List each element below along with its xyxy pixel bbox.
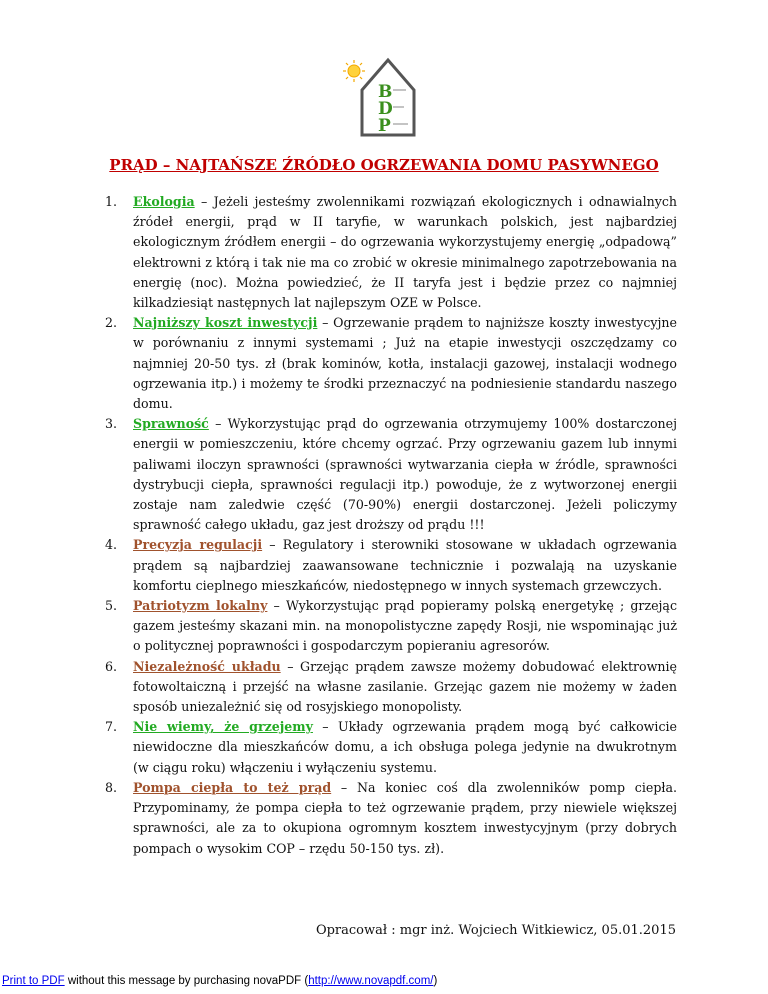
list-item (105, 192, 677, 313)
item-term: Nie wiemy, że grzejemy (133, 719, 313, 735)
item-text: – Na koniec coś dla zwolenników pomp ciepła. Przypominamy, że pompa ciepła to też ogrzewanie prądem, przy niewiele większej sprawności, ale za to okupiona ogromnym kosztem inwestycyjnym (przy dobrych pompach o wysokim COP – rzędu 50-150 tys. zł). (133, 779, 677, 856)
logo-letter-d: D (378, 99, 393, 119)
list-item (105, 414, 677, 535)
item-term: Precyzja regulacji (133, 537, 263, 553)
item-number: 3. (105, 416, 118, 432)
item-term: Niezależność układu (133, 658, 281, 674)
item-term: Sprawność (133, 416, 209, 432)
item-number: 7. (105, 719, 118, 735)
item-term: Patriotyzm lokalny (133, 598, 268, 614)
author-signature: Opracował : mgr inż. Wojciech Witkiewicz, 05.01.2015 (315, 923, 676, 938)
house-sun-logo (340, 50, 430, 145)
item-term: Ekologia (133, 194, 195, 209)
list-item (105, 535, 677, 596)
logo-graphic (340, 50, 430, 145)
item-text: – Regulatory i sterowniki stosowane w układach ogrzewania prądem są najbardziej zaawansowane technicznie i pozwalają na uzyskanie komfortu cieplnego mieszkańców, niedostępnego w innych systemach grzewczych. (133, 537, 678, 593)
item-number: 6. (105, 658, 118, 674)
print-to-pdf-link[interactable]: Print to PDF (2, 975, 65, 987)
item-term: Pompa ciepła to też prąd (133, 779, 332, 795)
item-text: – Jeżeli jesteśmy zwolennikami rozwiązań ekologicznych i odnawialnych źródeł energii, prąd w II taryfie, w warunkach polskich, jest najbardziej ekologicznym źródłem energii – do ogrzewania wykorzystujemy energię „odpadową” elektrowni z którą i tak nie ma co zrobić w okresie minimalnego zapotrzebowania na energię (noc). Można powiedzieć, że II taryfa jest i będzie przez co najmniej kilkadziesiąt następnych lat najlepszym OZE w Polsce. (133, 194, 677, 311)
pdf-footer (2, 975, 437, 987)
item-text: – Ogrzewanie prądem to najniższe koszty inwestycyjne w porównaniu z innymi systemami ; Już na etapie inwestycji oszczędzamy co najmniej 20-50 tys. zł (brak kominów, kotła, instalacji gazowej, instalacji wodnego ogrzewania itp.) i możemy te środki przeznaczyć na podniesienie standardu naszego domu. (133, 315, 677, 412)
list-item (105, 313, 677, 414)
item-text: – Układy ogrzewania prądem mogą być całkowicie niewidoczne dla mieszkańców domu, a ich obsługa polega jedynie na dwukrotnym (w ciągu roku) włączeniu i wyłączeniu systemu. (133, 719, 677, 775)
logo-letter-b: B (378, 82, 393, 102)
novapdf-url-link[interactable]: http://www.novapdf.com/ (308, 975, 434, 987)
item-number: 2. (105, 315, 118, 331)
item-text: – Wykorzystując prąd do ogrzewania otrzymujemy 100% dostarczonej energii w pomieszczeniu, które chcemy ogrzać. Przy ogrzewaniu gazem lub innymi paliwami iloczyn sprawności (sprawności wytwarzania ciepła w źródle, sprawności dystrybucji ciepła, sprawności regulacji itp.) powoduje, że z wytworzonej energii zostaje nam zaledwie część (70-90%) energii dostarczonej. Jeżeli policzymy sprawność całego układu, gaz jest droższy od prądu !!! (133, 416, 677, 533)
item-number: 5. (105, 598, 118, 614)
list-item (105, 778, 677, 859)
logo-letter-p: P (378, 116, 391, 136)
pdf-footer-text: without this message by purchasing novaPDF ( (64, 975, 309, 987)
pdf-footer-close: ) (433, 975, 438, 987)
item-text: – Wykorzystując prąd popieramy polską energetykę ; grzejąc gazem jesteśmy skazani min. na monopolistyczne zapędy Rosji, nie wspominając już o politycznej poprawności i gospodarczym popieraniu agresorów. (133, 598, 677, 654)
item-text: – Grzejąc prądem zawsze możemy dobudować elektrownię fotowoltaiczną i przejść na własne zasilanie. Grzejąc gazem nie możemy w żaden sposób uniezależnić się od rosyjskiego monopolisty. (133, 658, 678, 715)
item-term: Najniższy koszt inwestycji (133, 315, 318, 331)
document-title: PRĄD – NAJTAŃSZE ŹRÓDŁO OGRZEWANIA DOMU PASYWNEGO (109, 156, 659, 174)
item-number: 4. (105, 537, 118, 553)
list-item (105, 717, 677, 778)
list-item (105, 596, 677, 657)
item-number: 1. (105, 194, 118, 209)
advantages-list (105, 192, 677, 859)
item-number: 8. (105, 779, 118, 795)
list-item (105, 657, 677, 718)
